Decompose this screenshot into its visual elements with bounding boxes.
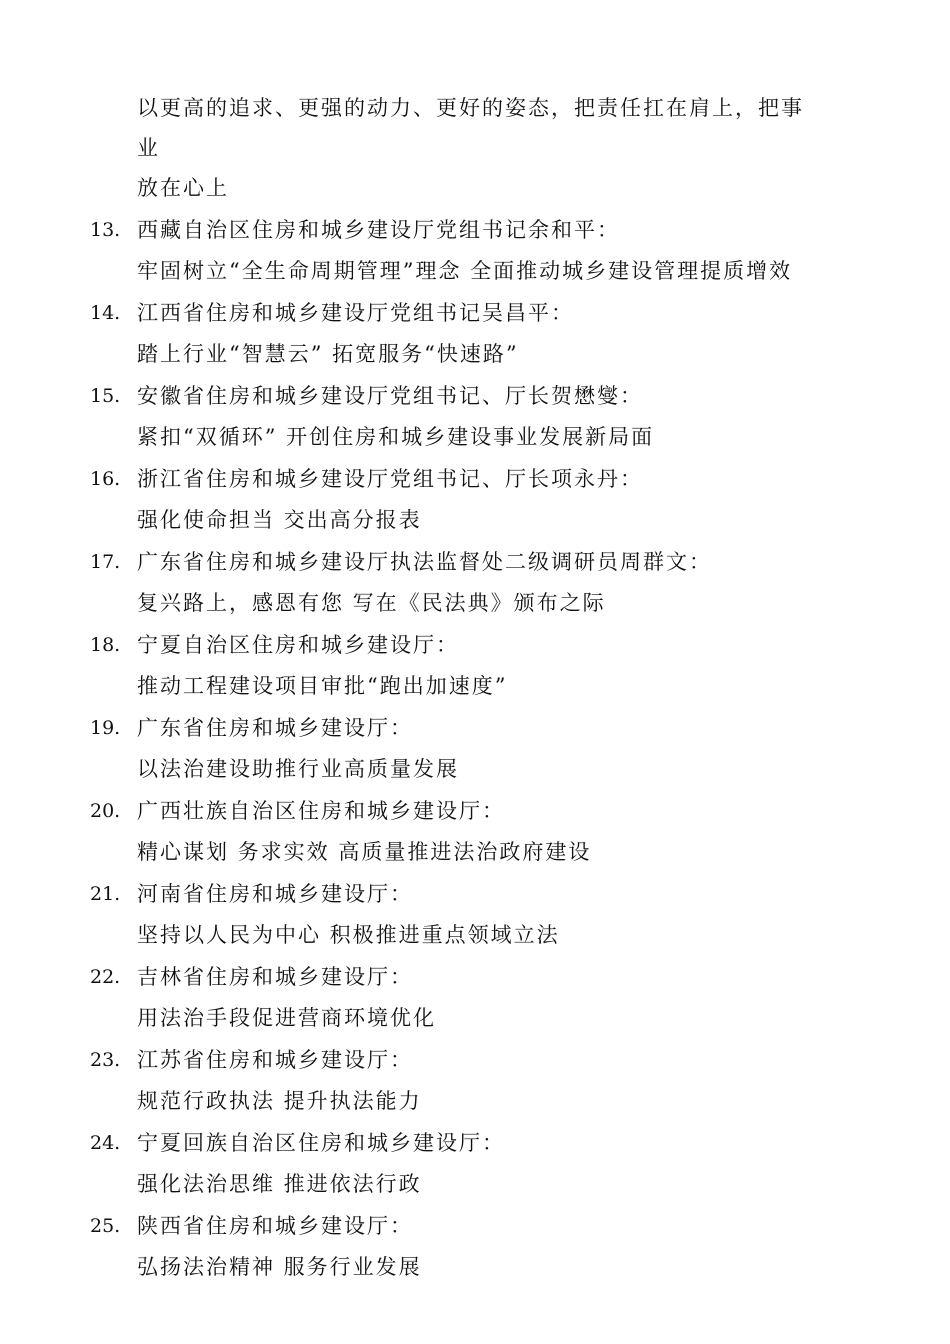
item-author: 宁夏回族自治区住房和城乡建设厅：	[137, 1131, 505, 1155]
list-item	[90, 1123, 850, 1206]
item-author: 河南省住房和城乡建设厅：	[137, 882, 413, 906]
item-number: 13.	[90, 219, 121, 241]
list-item	[90, 957, 850, 1040]
item-title: 牢固树立“全生命周期管理”理念 全面推动城乡建设管理提质增效	[137, 259, 793, 283]
item-title: 用法治手段促进营商环境优化	[137, 1006, 436, 1030]
item-number: 23.	[90, 1049, 121, 1071]
list-item	[90, 459, 850, 542]
item-author: 广东省住房和城乡建设厅执法监督处二级调研员周群文：	[137, 550, 712, 574]
item-author: 广东省住房和城乡建设厅：	[137, 716, 413, 740]
item-title: 复兴路上，感恩有您 写在《民法典》颁布之际	[137, 591, 606, 615]
item-number: 25.	[90, 1215, 121, 1237]
item-author: 浙江省住房和城乡建设厅党组书记、厅长项永丹：	[137, 467, 643, 491]
item-title: 强化法治思维 推进依法行政	[137, 1172, 422, 1196]
item-title: 以法治建设助推行业高质量发展	[137, 757, 459, 781]
item-number: 24.	[90, 1132, 121, 1154]
intro-paragraph	[137, 88, 817, 208]
item-author: 江西省住房和城乡建设厅党组书记吴昌平：	[137, 301, 574, 325]
list-item	[90, 210, 850, 293]
article-list	[90, 210, 850, 1289]
intro-line: 以更高的追求、更强的动力、更好的姿态，把责任扛在肩上，把事	[137, 96, 804, 120]
item-title: 精心谋划 务求实效 高质量推进法治政府建设	[137, 840, 592, 864]
item-number: 20.	[90, 800, 121, 822]
item-title: 推动工程建设项目审批“跑出加速度”	[137, 674, 508, 698]
item-title: 坚持以人民为中心 积极推进重点领域立法	[137, 923, 560, 947]
item-author: 宁夏自治区住房和城乡建设厅：	[137, 633, 459, 657]
item-author: 吉林省住房和城乡建设厅：	[137, 965, 413, 989]
item-title: 踏上行业“智慧云” 拓宽服务“快速路”	[137, 342, 519, 366]
list-item	[90, 791, 850, 874]
list-item	[90, 376, 850, 459]
item-number: 18.	[90, 634, 121, 656]
list-item	[90, 293, 850, 376]
item-author: 安徽省住房和城乡建设厅党组书记、厅长贺懋燮：	[137, 384, 643, 408]
item-title: 弘扬法治精神 服务行业发展	[137, 1255, 422, 1279]
item-number: 17.	[90, 551, 121, 573]
list-item	[90, 1040, 850, 1123]
list-item	[90, 1206, 850, 1289]
item-author: 江苏省住房和城乡建设厅：	[137, 1048, 413, 1072]
item-author: 广西壮族自治区住房和城乡建设厅：	[137, 799, 505, 823]
intro-line: 放在心上	[137, 176, 229, 200]
item-title: 紧扣“双循环” 开创住房和城乡建设事业发展新局面	[137, 425, 655, 449]
item-number: 21.	[90, 883, 121, 905]
item-author: 西藏自治区住房和城乡建设厅党组书记余和平：	[137, 218, 620, 242]
list-item	[90, 625, 850, 708]
item-number: 16.	[90, 468, 121, 490]
list-item	[90, 542, 850, 625]
item-number: 19.	[90, 717, 121, 739]
item-author: 陕西省住房和城乡建设厅：	[137, 1214, 413, 1238]
item-title: 强化使命担当 交出高分报表	[137, 508, 422, 532]
list-item	[90, 874, 850, 957]
item-number: 14.	[90, 302, 121, 324]
list-item	[90, 708, 850, 791]
item-number: 22.	[90, 966, 121, 988]
item-title: 规范行政执法 提升执法能力	[137, 1089, 422, 1113]
item-number: 15.	[90, 385, 121, 407]
intro-line: 业	[137, 136, 160, 160]
